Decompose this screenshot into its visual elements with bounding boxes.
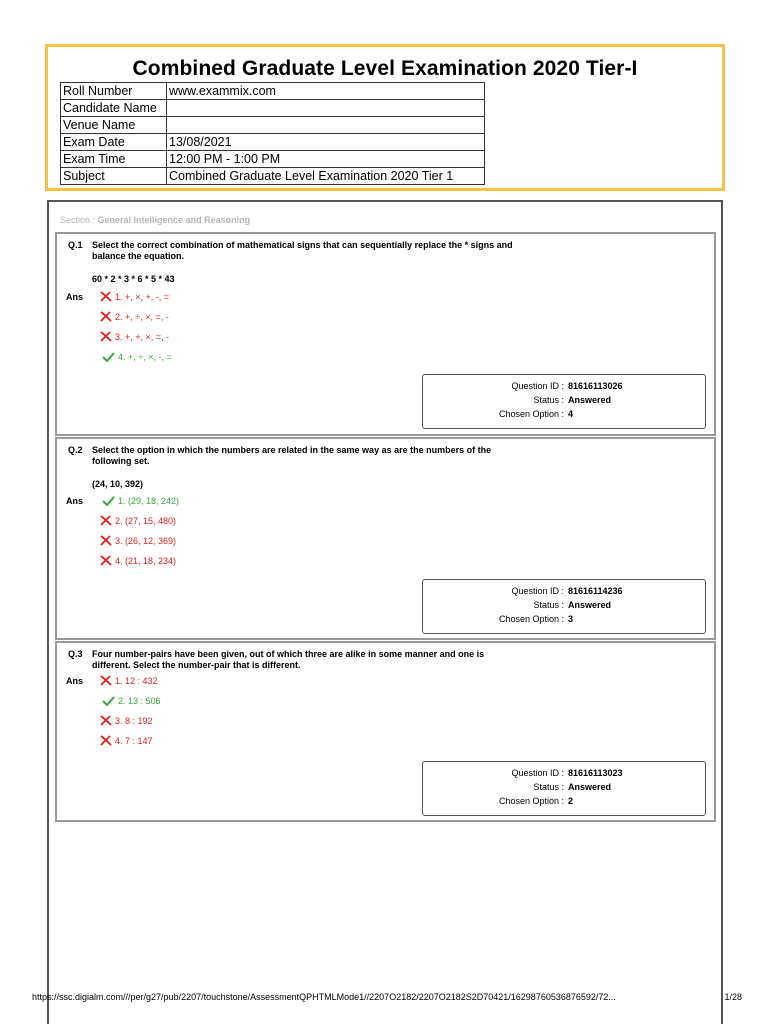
info-row [61, 83, 485, 100]
option-text: 1. (29, 18, 242) [118, 495, 180, 506]
page-number: 1/28 [724, 992, 742, 1002]
cross-icon [99, 715, 113, 726]
info-value: 13/08/2021 [167, 134, 485, 151]
cross-icon [99, 675, 113, 686]
question-card-3 [55, 641, 716, 822]
option-3 [99, 535, 176, 546]
info-value [167, 100, 485, 117]
footer-url: https://ssc.digialm.com///per/g27/pub/2207/touchstone/AssessmentQPHTMLMode1//2207O2182/2207O2182S2D70421/16298760536876592/72... [32, 992, 616, 1002]
check-icon [102, 695, 116, 706]
meta-key: Chosen Option : [498, 796, 564, 806]
meta-status [423, 782, 705, 794]
meta-question-id [423, 381, 705, 393]
option-2 [99, 311, 169, 322]
option-text: 3. 8 : 192 [115, 715, 153, 726]
check-icon [102, 351, 116, 362]
info-row [61, 100, 485, 117]
meta-question-id [423, 586, 705, 598]
meta-value: Answered [568, 600, 612, 610]
option-4 [99, 735, 153, 746]
info-key: Exam Date [61, 134, 167, 151]
check-icon [102, 495, 116, 506]
meta-value: Answered [568, 782, 612, 792]
question-text: Select the correct combination of mathematical signs that can sequentially replace the * signs and balance the equation. [92, 240, 513, 261]
meta-chosen-option [423, 409, 705, 421]
ans-label: Ans [66, 676, 84, 686]
meta-key: Question ID : [511, 381, 564, 391]
ans-label: Ans [66, 496, 84, 506]
option-3 [99, 715, 153, 726]
info-key: Subject [61, 168, 167, 185]
candidate-info-table [60, 82, 485, 185]
option-text: 4. +, ÷, ×, -, = [118, 351, 172, 362]
meta-value: 4 [568, 409, 574, 419]
section-name: General Intelligence and Reasoning [97, 215, 251, 225]
question-meta [422, 579, 706, 634]
option-4 [102, 351, 172, 362]
cross-icon [99, 311, 113, 322]
question-text: Four number-pairs have been given, out of which three are alike in some manner and one is different. Select the number-pair that is different. [92, 649, 485, 670]
meta-chosen-option [423, 796, 705, 808]
question-card-2 [55, 437, 716, 640]
meta-key: Status : [533, 395, 564, 405]
option-1 [99, 291, 169, 302]
option-2 [99, 515, 176, 526]
option-text: 1. +, ×, +, -, = [115, 291, 170, 302]
info-value: www.exammix.com [167, 83, 485, 100]
option-text: 2. 13 : 506 [118, 695, 161, 706]
meta-value: 81616113026 [568, 381, 623, 391]
meta-key: Question ID : [511, 586, 564, 596]
info-row [61, 117, 485, 134]
info-key: Roll Number [61, 83, 167, 100]
option-text: 2. (27, 15, 480) [115, 515, 177, 526]
section-prefix: Section : [60, 215, 98, 225]
info-key: Exam Time [61, 151, 167, 168]
question-meta [422, 761, 706, 816]
info-value [167, 117, 485, 134]
option-text: 2. +, ÷, ×, =, - [115, 311, 169, 322]
cross-icon [99, 535, 113, 546]
info-value: 12:00 PM - 1:00 PM [167, 151, 485, 168]
option-text: 4. 7 : 147 [115, 735, 153, 746]
question-meta [422, 374, 706, 429]
question-number: Q.1 [68, 240, 83, 250]
option-text: 1. 12 : 432 [115, 675, 158, 686]
info-key: Venue Name [61, 117, 167, 134]
meta-value: 3 [568, 614, 574, 624]
cross-icon [99, 735, 113, 746]
option-1 [99, 675, 158, 686]
option-4 [99, 555, 176, 566]
exam-header [45, 44, 725, 191]
info-row [61, 151, 485, 168]
meta-key: Status : [533, 600, 564, 610]
cross-icon [99, 515, 113, 526]
question-equation: 60 * 2 * 3 * 6 * 5 * 43 [92, 274, 175, 284]
meta-key: Chosen Option : [498, 614, 564, 624]
info-row [61, 168, 485, 185]
cross-icon [99, 291, 113, 302]
cross-icon [99, 555, 113, 566]
meta-value: Answered [568, 395, 612, 405]
question-text: Select the option in which the numbers are related in the same way as are the numbers of the following set. [92, 445, 492, 466]
section-label [60, 215, 250, 225]
option-text: 3. +, +, ×, =, - [115, 331, 170, 342]
meta-key: Question ID : [511, 768, 564, 778]
option-3 [99, 331, 169, 342]
option-text: 4. (21, 18, 234) [115, 555, 177, 566]
info-value: Combined Graduate Level Examination 2020 Tier 1 [167, 168, 485, 185]
meta-chosen-option [423, 614, 705, 626]
info-row [61, 134, 485, 151]
page-footer [32, 992, 742, 1002]
meta-status [423, 395, 705, 407]
meta-question-id [423, 768, 705, 780]
meta-value: 81616113023 [568, 768, 623, 778]
meta-key: Status : [533, 782, 564, 792]
meta-value: 81616114236 [568, 586, 623, 596]
meta-key: Chosen Option : [498, 409, 564, 419]
option-1 [102, 495, 179, 506]
cross-icon [99, 331, 113, 342]
question-set: (24, 10, 392) [92, 479, 144, 489]
option-2 [102, 695, 161, 706]
question-number: Q.3 [68, 649, 83, 659]
meta-status [423, 600, 705, 612]
question-number: Q.2 [68, 445, 83, 455]
meta-value: 2 [568, 796, 574, 806]
question-card-1 [55, 232, 716, 436]
option-text: 3. (26, 12, 369) [115, 535, 177, 546]
exam-title: Combined Graduate Level Examination 2020 Tier-I [132, 57, 638, 80]
info-key: Candidate Name [61, 100, 167, 117]
ans-label: Ans [66, 292, 84, 302]
